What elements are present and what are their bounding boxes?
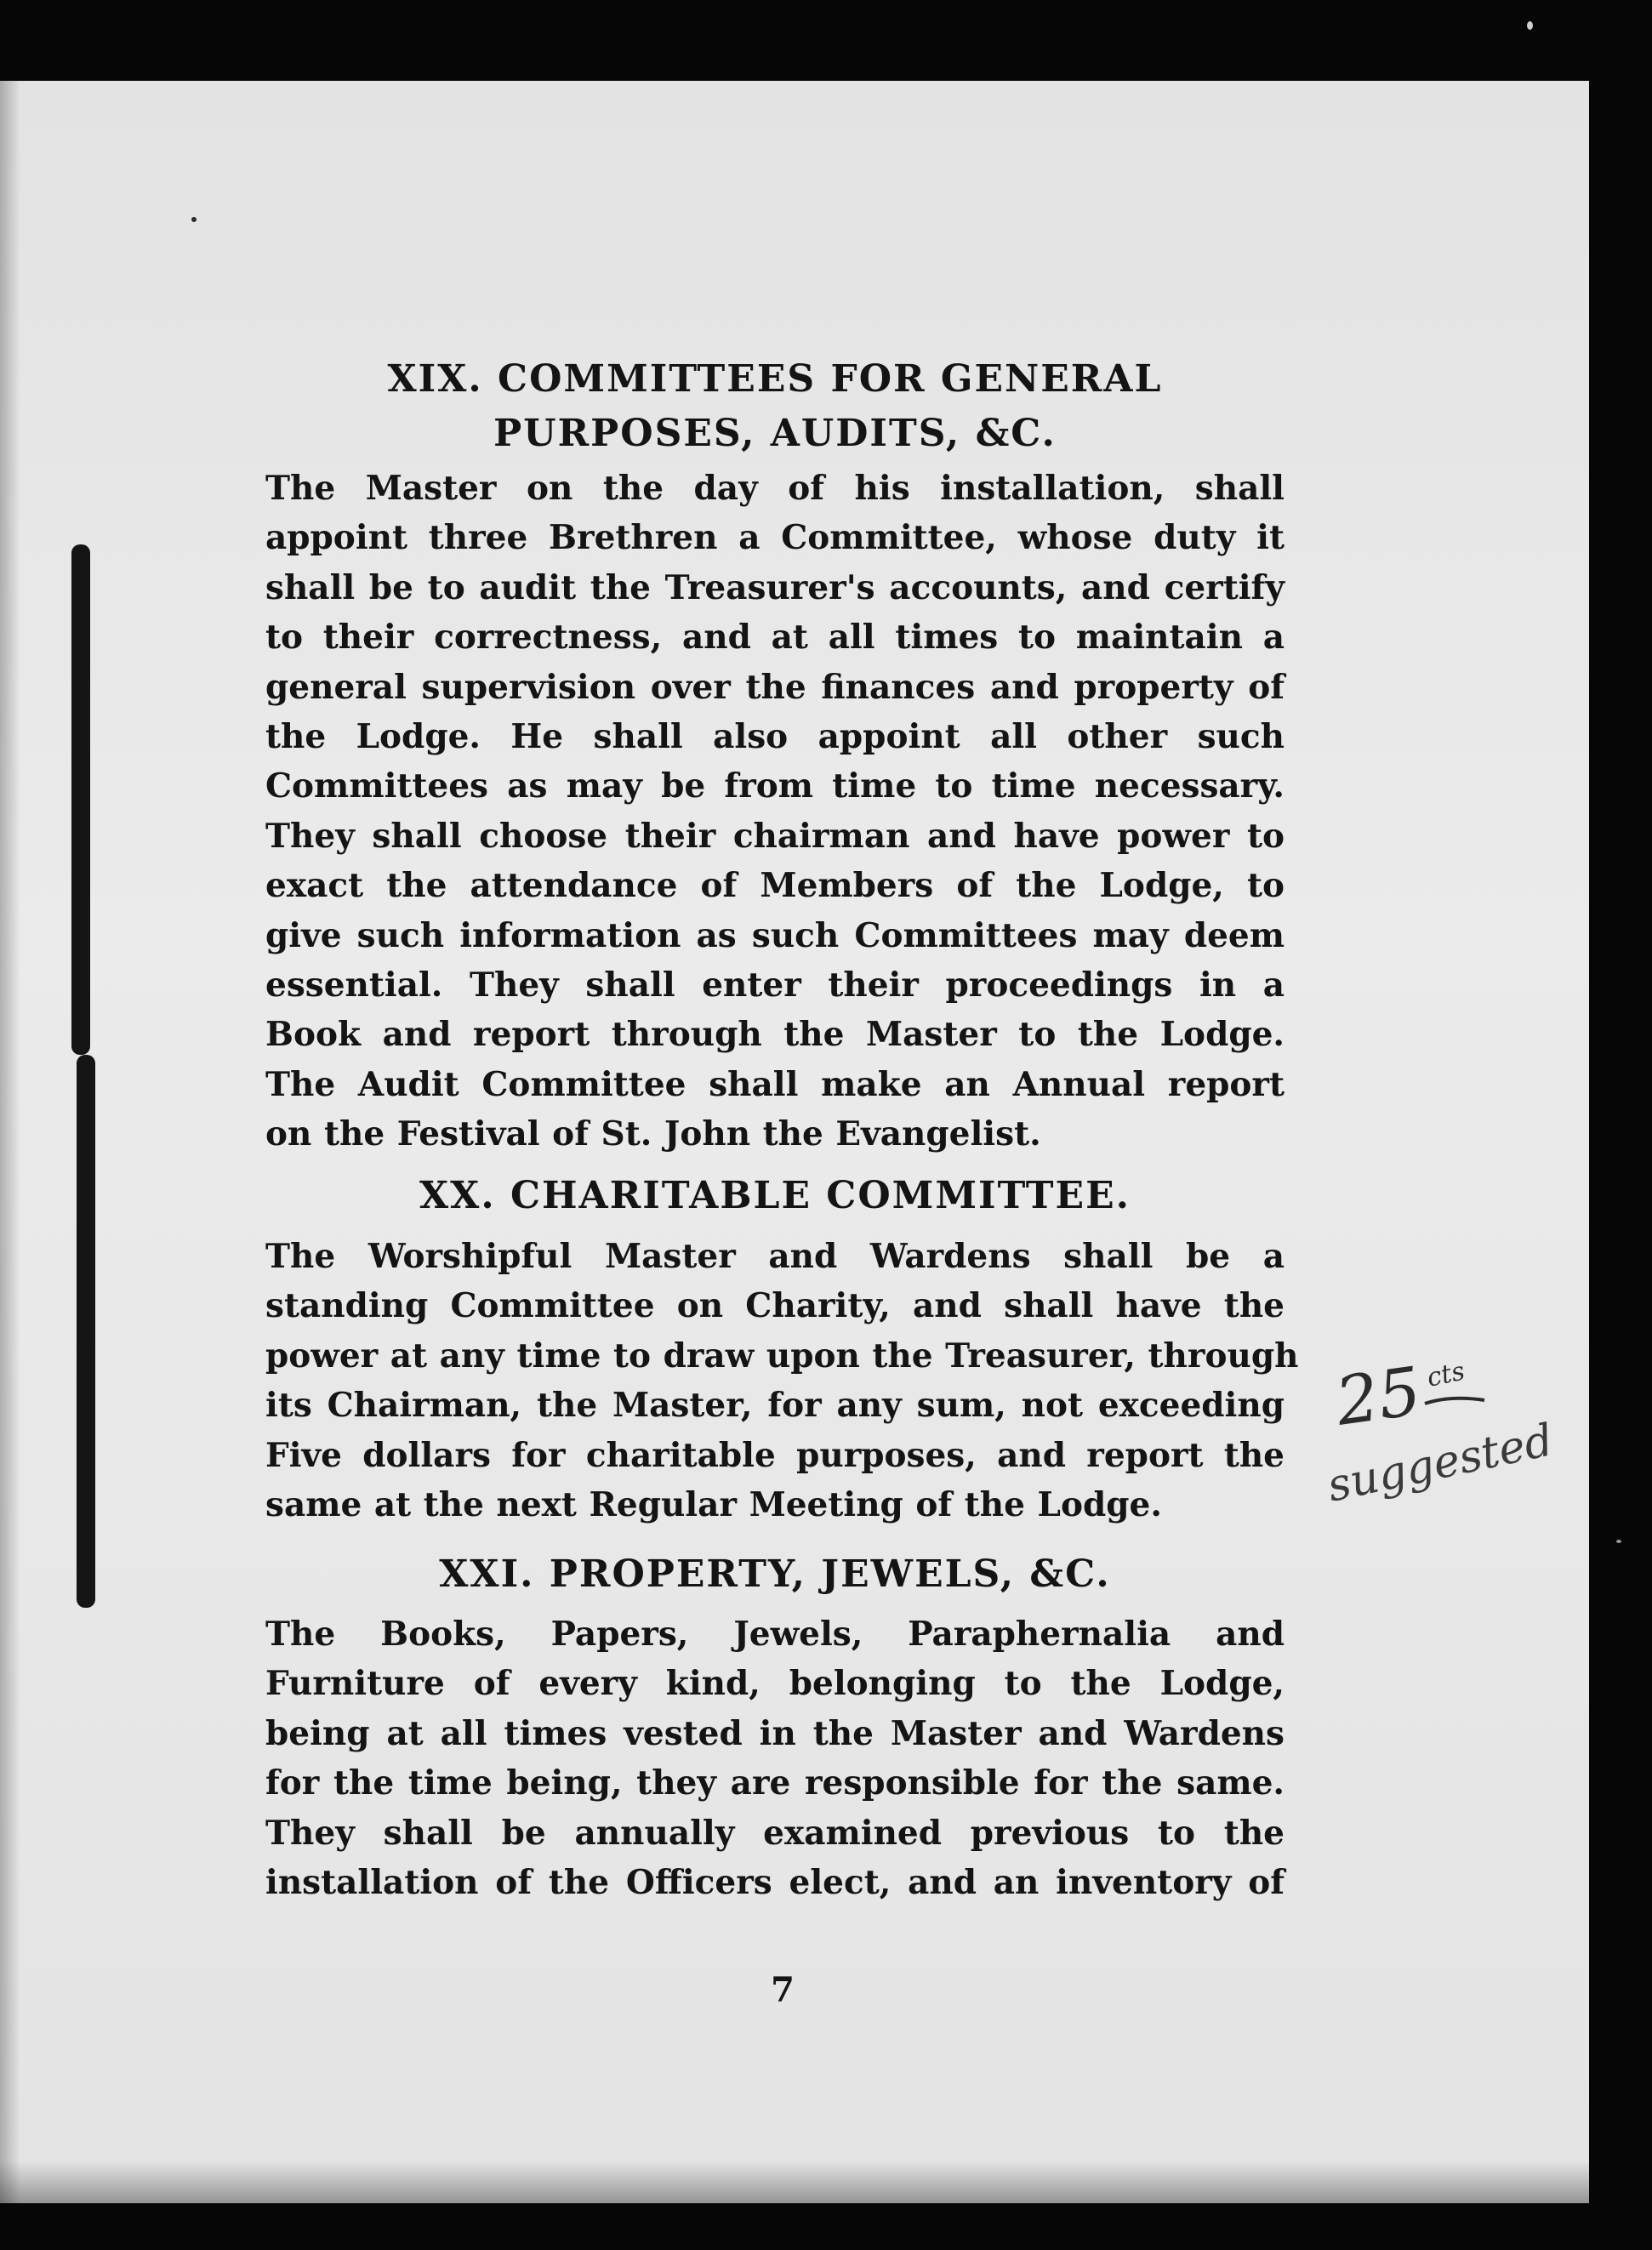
paragraph-line: The Audit Committee shall make an Annual report [265,1064,1285,1104]
dust-speck [1527,21,1533,30]
paragraph-line: power at any time to draw upon the Treasurer, through [265,1336,1299,1376]
margin-note-underline [1425,1398,1484,1404]
paragraph-line: They shall choose their chairman and have power to [265,816,1285,856]
paragraph-line: shall be to audit the Treasurer's accounts, and certify [265,567,1285,607]
paragraph-line: The Books, Papers, Jewels, Paraphernalia and [265,1615,1285,1654]
paragraph-line: Committees as may be from time to time necessary. [265,766,1285,806]
paragraph-line: general supervision over the finances and property of [265,667,1285,707]
paragraph-line: The Worshipful Master and Wardens shall be a [265,1237,1285,1276]
paragraph-line: its Chairman, the Master, for any sum, not exceeding [265,1386,1285,1426]
binding-mark-upper [71,544,90,1055]
binding-mark-lower [77,1055,95,1608]
section-xix-heading-line1: XIX. COMMITTEES FOR GENERAL [387,357,1163,401]
margin-note-suggested: suggested [1323,1415,1558,1512]
paragraph-line: Furniture of every kind, belonging to the Lodge, [265,1664,1285,1704]
section-xix-heading-line2: PURPOSES, AUDITS, &C. [493,412,1057,455]
page-number: 7 [771,1970,795,2010]
section-xxi-paragraph [265,1609,1285,1907]
section-xxi-heading: XXI. PROPERTY, JEWELS, &C. [439,1552,1111,1596]
paragraph-line: Five dollars for charitable purposes, and report the [265,1435,1285,1475]
paragraph-line: standing Committee on Charity, and shall have the [265,1286,1285,1326]
section-xx-paragraph [265,1232,1299,1529]
page-gutter-shadow [0,81,20,2203]
paragraph-line: for the time being, they are responsible for the same. [265,1763,1285,1803]
paragraph-line: on the Festival of St. John the Evangelist. [265,1114,1041,1154]
paragraph-line: give such information as such Committees may deem [265,915,1285,955]
paragraph-line: to their correctness, and at all times to maintain a [265,618,1285,658]
page-bottom-edge [0,2161,1589,2203]
paragraph-line: same at the next Regular Meeting of the Lodge. [265,1484,1162,1524]
paragraph-line: They shall be annually examined previous to the [265,1813,1285,1853]
paragraph-line: exact the attendance of Members of the Lodge, to [265,866,1285,906]
paragraph-line: the Lodge. He shall also appoint all other such [265,716,1285,756]
margin-note-superscript: cts [1424,1356,1467,1393]
dust-speck [191,217,197,222]
handwritten-margin-note [1323,1344,1569,1548]
paragraph-line: Book and report through the Master to the Lodge. [265,1015,1285,1055]
section-xx-heading: XX. CHARITABLE COMMITTEE. [419,1174,1131,1217]
dust-speck [1616,1540,1621,1543]
paragraph-line: being at all times vested in the Master and Wardens [265,1713,1285,1753]
paragraph-line: essential. They shall enter their proceedings in a [265,965,1285,1005]
paragraph-line: The Master on the day of his installation, shall [265,469,1285,508]
margin-note-amount: 25 [1331,1353,1426,1441]
paragraph-line: appoint three Brethren a Committee, whose duty it [265,518,1285,558]
paragraph-line: installation of the Officers elect, and an inventory of [265,1862,1285,1902]
section-xix-paragraph [265,464,1285,1159]
